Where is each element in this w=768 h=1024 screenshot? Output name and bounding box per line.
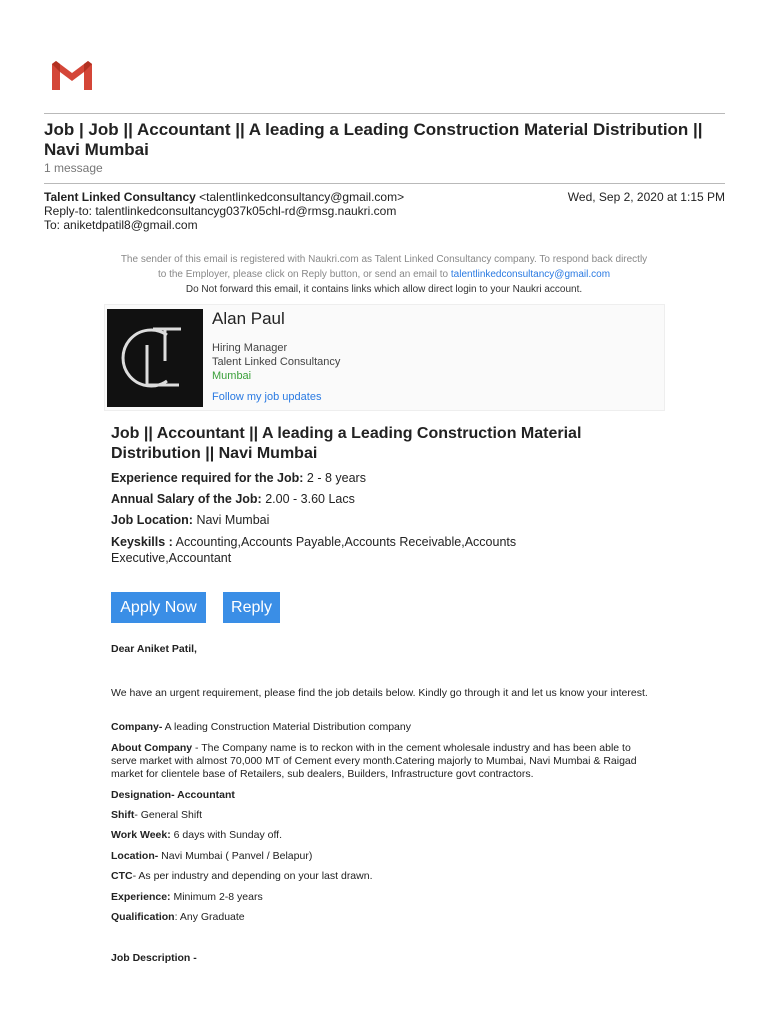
follow-job-updates-link[interactable]: Follow my job updates xyxy=(212,391,322,403)
ctc-line xyxy=(111,870,651,883)
notice-line-3: Do Not forward this email, it contains links which allow direct login to your Naukri account. xyxy=(185,284,583,295)
recruiter-name: Alan Paul xyxy=(212,309,285,328)
employer-email-link[interactable]: talentlinkedconsultancy@gmail.com xyxy=(450,269,611,280)
job-location-field xyxy=(111,512,561,528)
ctc-value: - As per industry and depending on your last drawn. xyxy=(132,870,373,882)
shift-value: - General Shift xyxy=(134,809,203,821)
divider xyxy=(44,183,725,184)
reply-button[interactable]: Reply xyxy=(223,592,280,623)
qualification-label: Qualification xyxy=(111,911,175,923)
experience-line xyxy=(111,891,651,904)
sender-name: Talent Linked Consultancy xyxy=(44,190,196,204)
notice-line-2-text: to the Employer, please click on Reply button, or send an email to xyxy=(157,269,449,280)
experience-label: Experience required for the Job: xyxy=(111,471,304,485)
company-label: Company- xyxy=(111,721,163,733)
location-line xyxy=(111,850,651,863)
shift-label: Shift xyxy=(111,809,135,821)
divider xyxy=(44,113,725,114)
experience-field xyxy=(111,470,561,486)
sender-email: <talentlinkedconsultancy@gmail.com> xyxy=(199,190,405,204)
shift-line xyxy=(111,809,651,822)
email-date: Wed, Sep 2, 2020 at 1:15 PM xyxy=(567,190,725,204)
designation-text: Designation- Accountant xyxy=(111,789,235,801)
salary-label: Annual Salary of the Job: xyxy=(111,492,262,506)
keyskills-label: Keyskills : xyxy=(111,535,173,549)
company-value: A leading Construction Material Distribution company xyxy=(162,721,411,733)
job-location-value: Navi Mumbai xyxy=(196,513,270,527)
location-label: Location- xyxy=(111,850,159,862)
job-description-text: Job Description - xyxy=(111,952,197,964)
job-title: Job || Accountant || A leading a Leading Construction Material Distribution || Navi Mumbai xyxy=(111,425,582,462)
gmail-logo-icon xyxy=(50,58,94,92)
keyskills-field xyxy=(111,534,561,566)
apply-now-button[interactable]: Apply Now xyxy=(111,592,206,623)
designation-line xyxy=(111,789,651,802)
work-week-line xyxy=(111,829,651,842)
qualification-value: : Any Graduate xyxy=(174,911,245,923)
sender-line xyxy=(44,190,404,204)
letter-experience-value: Minimum 2-8 years xyxy=(170,891,263,903)
ctc-label: CTC xyxy=(111,870,133,882)
reply-to: Reply-to: talentlinkedconsultancyg037k05chl-rd@rmsg.naukri.com xyxy=(44,204,397,218)
recruiter-company: Talent Linked Consultancy xyxy=(212,356,341,368)
recruiter-role: Hiring Manager xyxy=(212,342,288,354)
keyskills-value: Accounting,Accounts Payable,Accounts Receivable,Accounts Executive,Accountant xyxy=(111,535,517,565)
message-count: 1 message xyxy=(44,161,103,175)
about-label: About Company xyxy=(111,742,193,754)
job-location-label: Job Location: xyxy=(111,513,193,527)
company-line xyxy=(111,721,651,734)
notice-line-2 xyxy=(104,267,664,282)
experience-value: 2 - 8 years xyxy=(306,471,366,485)
email-subject: Job | Job || Accountant || A leading a Leading Construction Material Distribution || Navi Mumbai xyxy=(44,120,703,159)
letter-experience-label: Experience: xyxy=(111,891,171,903)
recipient: To: aniketdpatil8@gmail.com xyxy=(44,218,198,232)
about-company xyxy=(111,742,651,781)
work-week-value: 6 days with Sunday off. xyxy=(170,829,283,841)
work-week-label: Work Week: xyxy=(111,829,171,841)
recruiter-card xyxy=(104,304,665,411)
salary-value: 2.00 - 3.60 Lacs xyxy=(265,492,355,506)
qualification-line xyxy=(111,911,651,924)
about-value: - The Company name is to reckon with in the cement wholesale industry and has been able to serve market with almost 70,000 MT of Cement every month.Catering majorly to Mumbai, Navi Mumbai & Raigad market for clientele base of Retailers, sub dealers, Builders, Infrastructure govt contractors. xyxy=(111,742,637,780)
greeting-text: Dear Aniket Patil, xyxy=(111,643,197,655)
job-description-heading xyxy=(111,952,651,965)
greeting xyxy=(111,643,651,656)
company-logo-icon xyxy=(107,309,203,407)
intro-paragraph: We have an urgent requirement, please find the job details below. Kindly go through it and let us know your interest. xyxy=(111,687,648,699)
recruiter-location: Mumbai xyxy=(212,370,252,382)
sender-notice xyxy=(104,252,664,297)
location-value: Navi Mumbai ( Panvel / Belapur) xyxy=(158,850,313,862)
salary-field xyxy=(111,491,561,507)
notice-line-1: The sender of this email is registered with Naukri.com as Talent Linked Consultancy company. To respond back directly xyxy=(120,254,648,265)
